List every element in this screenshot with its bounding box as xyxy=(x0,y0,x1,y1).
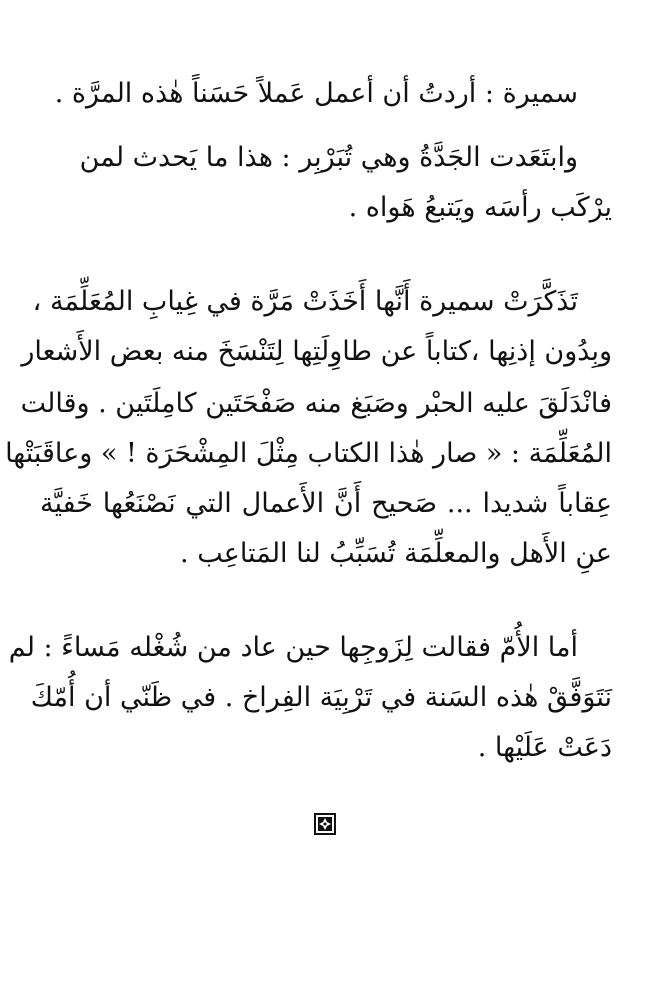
text-line-5: وبِدُون إذنِها ،كتاباً عن طاوِلَتِها لِتَنْسَخَ منه بعض الأَشعار xyxy=(21,336,612,367)
text-line-12: دَعَتْ عَلَيْها . xyxy=(477,732,612,763)
text-line-1: سميرة : أردتُ أن أعمل عَملاً حَسَناً هٰذه المرَّة . xyxy=(54,78,578,109)
text-line-11: نَتَوَفَّقْ هٰذه السَنة في تَرْبِيَة الفِراخ . في ظَنّي أن أُمّكَ xyxy=(30,682,612,713)
text-line-10: أما الأُمّ فقالت لِزَوجِها حين عاد من شُغْله مَساءً : لم xyxy=(8,632,578,663)
text-line-6: فانْدَلَقَ عليه الحبْر وصَبَغ منه صَفْحَتَين كامِلَتَين . وقالت xyxy=(20,388,612,419)
text-line-9: عنِ الأَهل والمعلِّمَة تُسَبِّبُ لنا المَتاعِب . xyxy=(180,538,612,569)
ornament-icon xyxy=(314,813,336,835)
text-line-4: تَذَكَّرَتْ سميرة أَنَّها أَخَذَتْ مَرَّة في غِيابِ المُعَلِّمَة ، xyxy=(32,286,578,317)
text-line-8: عِقاباً شديدا ... صَحيح أَنَّ الأَعمال التي نَصْنَعُها خَفيَّة xyxy=(40,488,612,519)
text-line-2: وابتَعَدت الجَدَّةُ وهي تُبَرْبِر : هذا ما يَحدث لمن xyxy=(79,142,578,173)
text-line-3: يرْكَب رأسَه ويَتبعُ هَواه . xyxy=(348,192,612,223)
text-line-7: المُعَلِّمَة : « صار هٰذا الكتاب مِثْلَ المِشْحَرَة ! » وعاقَبَتْها xyxy=(5,438,612,469)
